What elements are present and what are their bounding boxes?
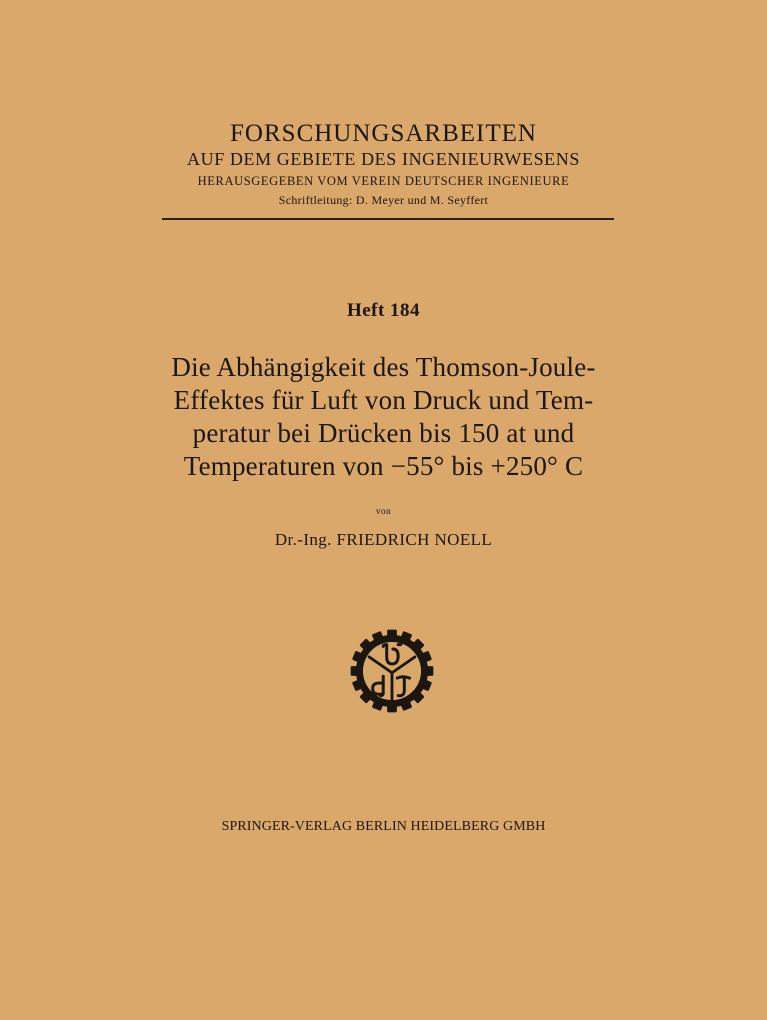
title-line: Die Abhängigkeit des Thomson-Joule- <box>171 352 596 382</box>
header-divider <box>162 218 614 220</box>
series-title: FORSCHUNGSARBEITEN <box>230 120 537 147</box>
title-line: Effektes für Luft von Druck und Tem- <box>173 385 594 415</box>
series-subtitle: AUF DEM GEBIETE DES INGENIEURWESENS <box>187 149 580 169</box>
vdi-gear-emblem-icon <box>348 627 436 715</box>
title-line: Temperaturen von −55° bis +250° C <box>183 451 584 481</box>
title-line: peratur bei Drücken bis 150 at und <box>192 418 575 448</box>
issue-number: Heft 184 <box>346 300 421 321</box>
publisher-line: HERAUSGEGEBEN VOM VEREIN DEUTSCHER INGENIEURE <box>197 174 570 188</box>
author-name: Dr.-Ing. FRIEDRICH NOELL <box>274 530 493 549</box>
publisher-imprint: SPRINGER-VERLAG BERLIN HEIDELBERG GMBH <box>221 819 546 834</box>
by-word: von <box>376 506 391 516</box>
editors-line: Schriftleitung: D. Meyer und M. Seyffert <box>278 193 489 207</box>
